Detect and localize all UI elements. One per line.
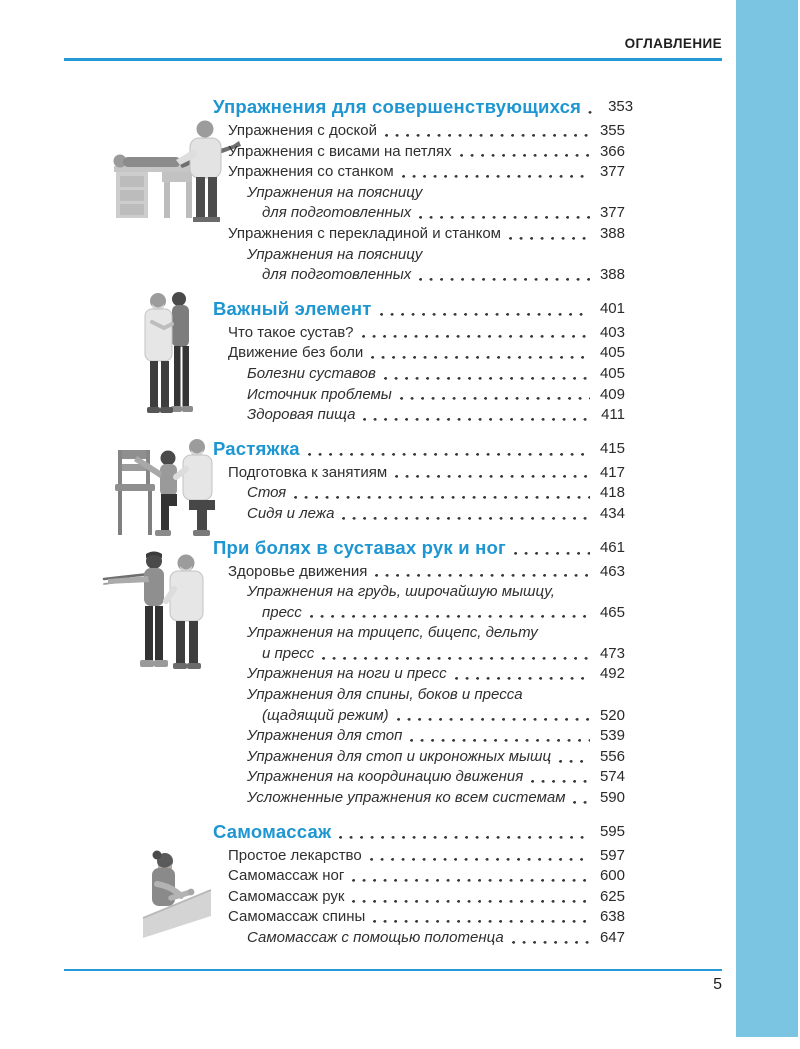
toc-entry-page: 366 (599, 142, 625, 160)
toc-entry-page: 417 (599, 463, 625, 481)
toc-entry-page: 597 (599, 846, 625, 864)
photo-5-illustration (131, 846, 212, 938)
toc-entry-page: 600 (599, 867, 625, 885)
toc-entry-row (213, 685, 625, 706)
toc-entry-row (213, 224, 625, 245)
toc-entry-row (213, 866, 625, 887)
toc-entry-label: Упражнения на трицепс, бицепс, дельту (247, 624, 538, 642)
toc-entry-page: 556 (599, 747, 625, 765)
toc-entry-row (213, 907, 625, 928)
toc-entry-row (213, 121, 625, 142)
toc-entry-row (213, 183, 625, 204)
toc-entry-row (213, 928, 625, 949)
dot-leader (511, 928, 590, 949)
toc-entry-page: 647 (599, 929, 625, 946)
toc-entry-page: 465 (599, 603, 625, 621)
toc-entry-row (213, 405, 625, 426)
dot-leader (399, 385, 590, 406)
photo-3-illustration (111, 424, 218, 540)
toc-entry-page: 355 (599, 122, 625, 139)
toc-entry-label: Усложненные упражнения ко всем системам (247, 789, 566, 807)
toc-entry-row (213, 323, 625, 344)
toc-entry-row (213, 385, 625, 406)
toc-entry-label: Что такое сустав? (228, 323, 354, 341)
photo-woman-kneeling-at-chair-with-doctor (111, 424, 218, 540)
toc-entry-label: Упражнения для спины, боков и пресса (247, 686, 523, 704)
photo-woman-self-massage-forearm-at-table (131, 846, 212, 938)
dot-leader (558, 747, 590, 768)
dot-leader (351, 866, 590, 887)
toc-entry-label: и пресс (262, 644, 315, 662)
dot-leader (384, 121, 590, 142)
toc-entry-row (213, 747, 625, 768)
toc-entry-label: Упражнения с висами на петлях (228, 142, 452, 160)
toc-entry-row (213, 245, 625, 266)
dot-leader (588, 94, 598, 119)
toc-entry-label: Упражнения для стоп и икроножных мышц (247, 747, 552, 765)
toc-entry-label: Растяжка (213, 437, 300, 459)
toc-entry-row (213, 343, 625, 364)
toc-entry-page: 377 (599, 204, 625, 222)
toc-section (213, 296, 625, 426)
toc-entry-label: Простое лекарство (228, 846, 362, 864)
dot-leader (513, 535, 590, 560)
toc-entry-page: 388 (599, 266, 625, 284)
dot-leader (409, 726, 590, 747)
toc-entry-row (213, 623, 625, 644)
toc-entry-page: 353 (608, 98, 634, 115)
toc-entry-label: Подготовка к занятиям (228, 463, 388, 481)
toc-entry-label: Сидя и лежа (247, 504, 335, 522)
toc-entry-page: 405 (599, 364, 625, 382)
dot-leader (379, 296, 590, 321)
toc-entry-page: 411 (601, 406, 625, 424)
toc-entry-label: пресс (262, 603, 302, 621)
dot-leader (293, 483, 590, 504)
toc-entry-row (213, 788, 625, 809)
toc-entry-label: Самомассаж спины (228, 908, 366, 926)
dot-leader (572, 788, 590, 809)
toc-section (213, 436, 625, 525)
dot-leader (361, 323, 590, 344)
toc-entry-row (213, 726, 625, 747)
photo-2-illustration (135, 288, 199, 419)
toc-entry-row (213, 644, 625, 665)
toc-entry-label: Упражнения для стоп (247, 727, 403, 745)
toc-entry-page: 388 (599, 224, 625, 242)
toc-entry-row (213, 603, 625, 624)
toc-entry-row (213, 664, 625, 685)
dot-leader (369, 846, 590, 867)
toc-entry-row (213, 582, 625, 603)
toc-entry-label: Упражнения на поясницу (247, 183, 423, 201)
toc-section (213, 535, 625, 809)
toc-entry-label: Болезни суставов (247, 364, 376, 382)
toc-entry-row (213, 887, 625, 908)
dot-leader (372, 907, 590, 928)
toc-entry-page: 638 (599, 908, 625, 926)
dot-leader (307, 436, 590, 461)
photo-doctor-and-woman-standing (135, 288, 199, 419)
header-rule (64, 58, 722, 61)
dot-leader (321, 644, 590, 665)
dot-leader (370, 343, 590, 364)
dot-leader (418, 265, 590, 286)
toc-heading-row (213, 296, 625, 321)
dot-leader (508, 224, 590, 245)
toc-entry-label: для подготовленных (262, 204, 412, 222)
toc-entry-page: 409 (599, 385, 625, 403)
toc-entry-page: 401 (599, 299, 625, 317)
toc-entry-page: 539 (599, 727, 625, 745)
dot-leader (530, 767, 590, 788)
toc-entry-page: 434 (599, 504, 625, 522)
toc-entry-label: Самомассаж ног (228, 867, 345, 885)
toc-entry-label: Самомассаж рук (228, 887, 345, 905)
toc-entry-label: Упражнения на поясницу (247, 245, 423, 263)
toc-entry-label: Упражнения с перекладиной и станком (228, 224, 501, 242)
toc-entry-label: (щадящий режим) (262, 706, 389, 724)
toc-entry-label: Самомассаж (213, 820, 332, 842)
toc-entry-label: При болях в суставах рук и ног (213, 536, 506, 558)
toc-entry-row (213, 162, 625, 183)
toc-entry-page: 590 (599, 789, 625, 807)
dot-leader (309, 603, 590, 624)
toc-entry-label: Упражнения на координацию движения (247, 768, 524, 786)
toc-entry-label: Движение без боли (228, 344, 364, 362)
toc-entry-row (213, 706, 625, 727)
dot-leader (418, 203, 590, 224)
toc-entry-page: 492 (599, 665, 625, 683)
toc-entry-label: Упражнения на грудь, широчайшую мышцу, (247, 583, 555, 601)
dot-leader (351, 887, 590, 908)
toc-entry-row (213, 142, 625, 163)
toc-heading-row (213, 535, 625, 560)
toc-entry-row (213, 846, 625, 867)
toc-entry-page: 377 (599, 163, 625, 181)
toc-entry-label: Упражнения с доской (228, 122, 377, 139)
toc-entry-row (213, 767, 625, 788)
toc-entry-page: 415 (599, 439, 625, 457)
toc-entry-label: Упражнения на ноги и пресс (247, 665, 447, 683)
toc-entry-label: Здоровая пища (247, 406, 356, 424)
photo-4-illustration (102, 544, 216, 673)
toc-entry-page: 520 (599, 706, 625, 724)
toc-entry-label: Стоя (247, 484, 287, 502)
toc-entry-page: 574 (599, 768, 625, 786)
table-of-contents (213, 94, 634, 949)
chapter-edge-bar (736, 0, 798, 1037)
toc-entry-label: Упражнения со станком (228, 163, 394, 181)
toc-entry-page: 595 (599, 822, 625, 840)
toc-entry-row (213, 364, 625, 385)
dot-leader (383, 364, 590, 385)
dot-leader (374, 562, 590, 583)
toc-heading-row (213, 436, 625, 461)
dot-leader (341, 504, 590, 525)
footer-rule (64, 969, 722, 971)
toc-entry-page: 461 (599, 538, 625, 556)
dot-leader (459, 142, 590, 163)
toc-entry-row (213, 463, 625, 484)
toc-entry-page: 625 (599, 887, 625, 905)
toc-entry-page: 418 (599, 484, 625, 502)
toc-entry-page: 463 (599, 562, 625, 580)
toc-entry-label: Источник проблемы (247, 385, 392, 403)
toc-entry-page: 473 (599, 644, 625, 662)
toc-entry-label: Важный элемент (213, 297, 372, 319)
toc-entry-row (213, 483, 625, 504)
dot-leader (338, 819, 590, 844)
toc-heading-row (213, 94, 634, 119)
toc-entry-row (213, 504, 625, 525)
toc-entry-label: Здоровье движения (228, 562, 368, 580)
dot-leader (396, 706, 590, 727)
toc-heading-row (213, 819, 625, 844)
toc-entry-label: Самомассаж с помощью полотенца (247, 929, 504, 946)
dot-leader (401, 162, 590, 183)
dot-leader (454, 664, 590, 685)
dot-leader (394, 463, 590, 484)
toc-entry-page: 405 (599, 344, 625, 362)
running-head: ОГЛАВЛЕНИЕ (624, 36, 722, 51)
dot-leader (362, 405, 590, 426)
toc-entry-label: Упражнения для совершенствующихся (213, 96, 582, 117)
toc-section (213, 94, 634, 286)
toc-entry-page: 403 (599, 323, 625, 341)
toc-entry-row (213, 562, 625, 583)
page-number: 5 (713, 976, 722, 993)
toc-entry-row (213, 265, 625, 286)
toc-entry-label: для подготовленных (262, 266, 412, 284)
toc-section (213, 819, 625, 949)
toc-entry-row (213, 203, 625, 224)
photo-woman-band-exercise-with-doctor (102, 544, 216, 673)
